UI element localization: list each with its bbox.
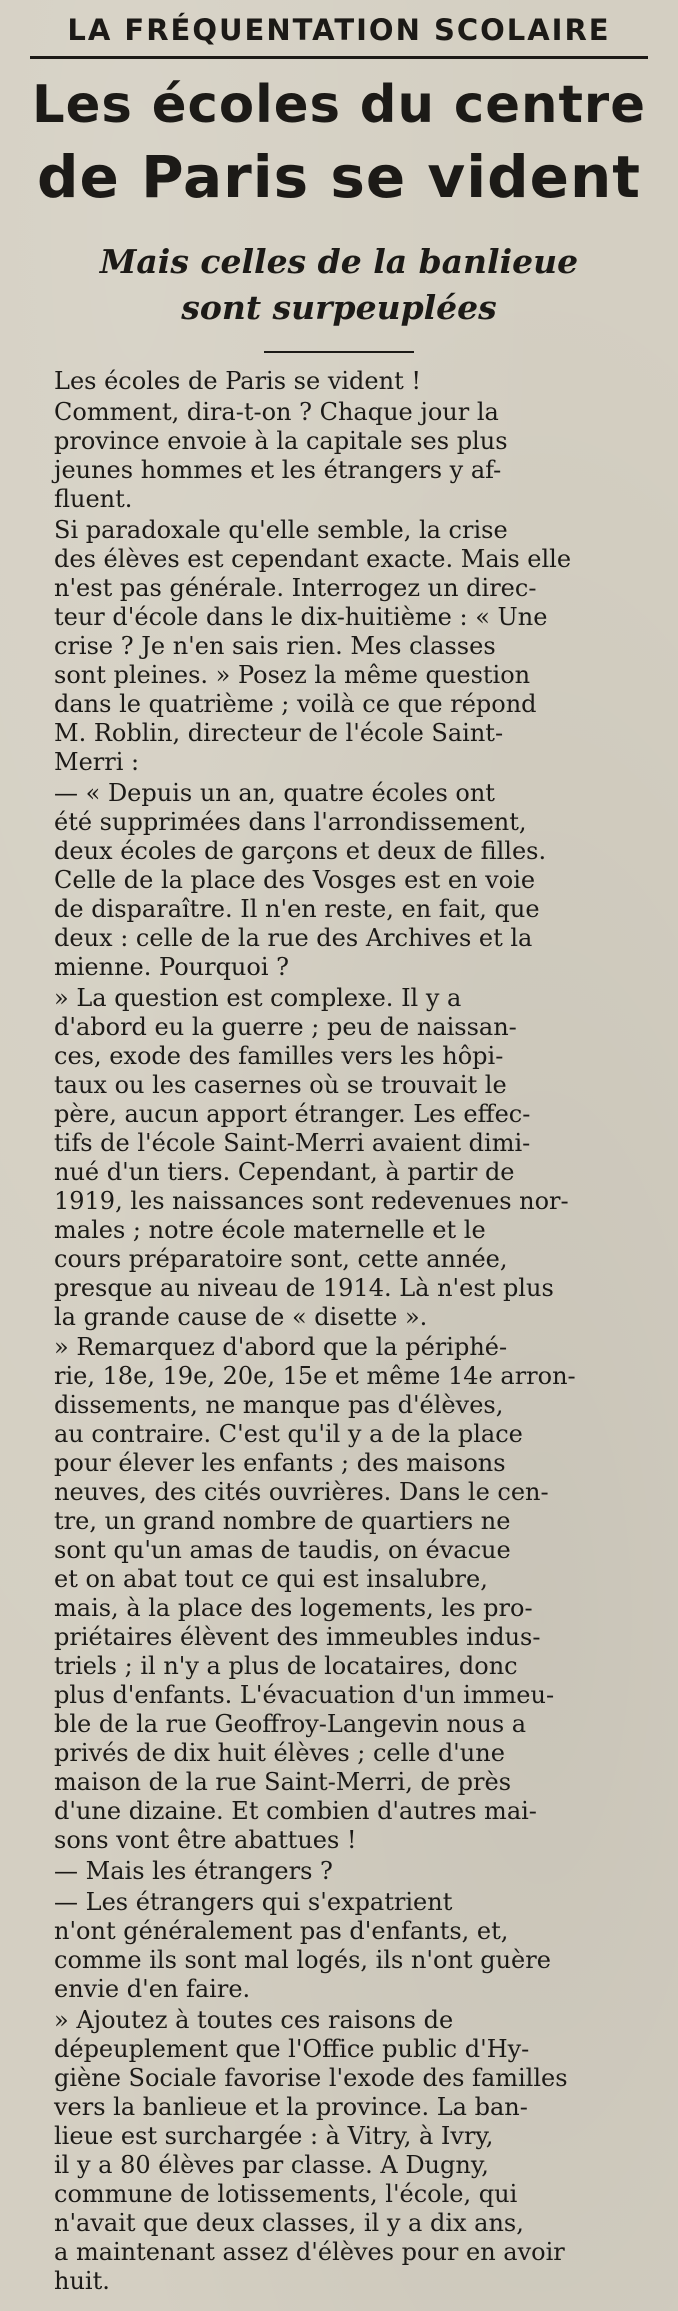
text-line: dissements, ne manque pas d'élèves, (54, 1391, 504, 1420)
text-line: deux : celle de la rue des Archives et la (54, 923, 533, 952)
text-line: taux ou les casernes où se trouvait le (54, 1070, 507, 1099)
text-line: Les écoles de Paris se vident ! (54, 367, 421, 395)
text-line: envie d'en faire. (54, 1975, 251, 2004)
text-line: sons vont être abattues ! (54, 1826, 357, 1855)
text-line: sont qu'un amas de taudis, on évacue (54, 1536, 511, 1565)
text-line: tifs de l'école Saint-Merri avaient dimi- (54, 1128, 531, 1157)
text-line: la grande cause de « disette ». (54, 1302, 428, 1331)
text-line: » Remarquez d'abord que la périphé- (54, 1333, 508, 1362)
text-line: et on abat tout ce qui est insalubre, (54, 1565, 488, 1594)
text-line: » La question est complexe. Il y a (54, 983, 462, 1012)
article-paragraph (30, 984, 648, 1332)
text-line: d'abord eu la guerre ; peu de naissan- (54, 1012, 517, 1041)
text-line: fluent. (54, 484, 133, 513)
text-line: lieue est surchargée : à Vitry, à Ivry, (54, 2122, 494, 2151)
article-paragraph (30, 2006, 648, 2296)
subheadline (30, 239, 648, 331)
text-line: M. Roblin, directeur de l'école Saint- (54, 718, 504, 747)
text-line: Celle de la place des Vosges est en voie (54, 865, 536, 894)
article-paragraph (30, 516, 648, 777)
text-line: plus d'enfants. L'évacuation d'un immeu- (54, 1681, 555, 1710)
article-body (30, 367, 648, 2296)
headline-line: de Paris se vident (37, 143, 641, 211)
headline (30, 69, 648, 213)
text-line: des élèves est cependant exacte. Mais elle (54, 544, 572, 573)
article-paragraph (30, 1888, 648, 2004)
text-line: père, aucun apport étranger. Les effec- (54, 1099, 531, 1128)
text-line: a maintenant assez d'élèves pour en avoir (54, 2238, 565, 2266)
text-line: crise ? Je n'en sais rien. Mes classes (54, 631, 496, 660)
text-line: commune de lotissements, l'école, qui (54, 2180, 518, 2209)
text-line: ces, exode des familles vers les hôpi- (54, 1041, 504, 1070)
rubric-rule (30, 56, 648, 59)
text-line: dans le quatrième ; voilà ce que répond (54, 689, 537, 718)
article-paragraph (30, 398, 648, 514)
text-line: — Les étrangers qui s'expatrient (54, 1888, 453, 1917)
text-line: dépeuplement que l'Office public d'Hy- (54, 2035, 530, 2064)
text-line: mienne. Pourquoi ? (54, 952, 290, 981)
text-line: cours préparatoire sont, cette année, (54, 1244, 508, 1273)
subheadline-line: Mais celles de la banlieue (99, 242, 579, 281)
text-line: presque au niveau de 1914. Là n'est plus (54, 1273, 554, 1302)
headline-line: Les écoles du centre (32, 75, 646, 135)
subheadline-line: sont surpeuplées (181, 288, 497, 327)
text-line: il y a 80 élèves par classe. A Dugny, (54, 2151, 489, 2180)
text-line: pour élever les enfants ; des maisons (54, 1449, 506, 1478)
text-line: province envoie à la capitale ses plus (54, 426, 508, 455)
article-paragraph (30, 779, 648, 982)
text-line: rie, 18e, 19e, 20e, 15e et même 14e arron- (54, 1362, 576, 1391)
text-line: sont pleines. » Posez la même question (54, 660, 531, 689)
text-line: maison de la rue Saint-Merri, de près (54, 1768, 512, 1797)
text-line: teur d'école dans le dix-huitième : « Une (54, 602, 548, 631)
text-line: au contraire. C'est qu'il y a de la place (54, 1420, 523, 1449)
text-line: triels ; il n'y a plus de locataires, donc (54, 1652, 518, 1681)
text-line: vers la banlieue et la province. La ban- (54, 2093, 528, 2122)
text-line: n'ont généralement pas d'enfants, et, (54, 1917, 509, 1946)
text-line: n'est pas générale. Interrogez un direc- (54, 573, 537, 602)
text-line: males ; notre école maternelle et le (54, 1215, 486, 1244)
article-paragraph (30, 1857, 648, 1886)
text-line: nué d'un tiers. Cependant, à partir de (54, 1157, 515, 1186)
article-paragraph (30, 1333, 648, 1855)
text-line: neuves, des cités ouvrières. Dans le cen- (54, 1478, 549, 1507)
text-line: 1919, les naissances sont redevenues nor- (54, 1186, 569, 1215)
text-line: ble de la rue Geoffroy-Langevin nous a (54, 1710, 527, 1739)
text-line: comme ils sont mal logés, ils n'ont guère (54, 1946, 551, 1975)
text-line: été supprimées dans l'arrondissement, (54, 807, 527, 836)
text-line: privés de dix huit élèves ; celle d'une (54, 1739, 505, 1768)
text-line: n'avait que deux classes, il y a dix ans, (54, 2209, 524, 2238)
text-line: giène Sociale favorise l'exode des familles (54, 2064, 568, 2093)
text-line: mais, à la place des logements, les pro- (54, 1594, 533, 1623)
text-line: » Ajoutez à toutes ces raisons de (54, 2006, 454, 2035)
text-line: Merri : (54, 747, 140, 776)
text-line: de disparaître. Il n'en reste, en fait, que (54, 894, 540, 923)
text-line: huit. (54, 2266, 110, 2295)
text-line: Si paradoxale qu'elle semble, la crise (54, 515, 508, 544)
text-line: — Mais les étrangers ? (54, 1857, 333, 1886)
text-line: jeunes hommes et les étrangers y af- (54, 455, 502, 484)
text-line: d'une dizaine. Et combien d'autres mai- (54, 1797, 537, 1826)
text-line: — « Depuis un an, quatre écoles ont (54, 778, 495, 807)
text-line: Comment, dira-t-on ? Chaque jour la (54, 397, 499, 426)
article-paragraph (30, 367, 648, 396)
separator-rule (264, 351, 414, 353)
text-line: deux écoles de garçons et deux de filles. (54, 836, 547, 865)
text-line: tre, un grand nombre de quartiers ne (54, 1507, 511, 1536)
text-line: priétaires élèvent des immeubles indus- (54, 1623, 541, 1652)
section-rubric: LA FRÉQUENTATION SCOLAIRE (67, 13, 611, 47)
